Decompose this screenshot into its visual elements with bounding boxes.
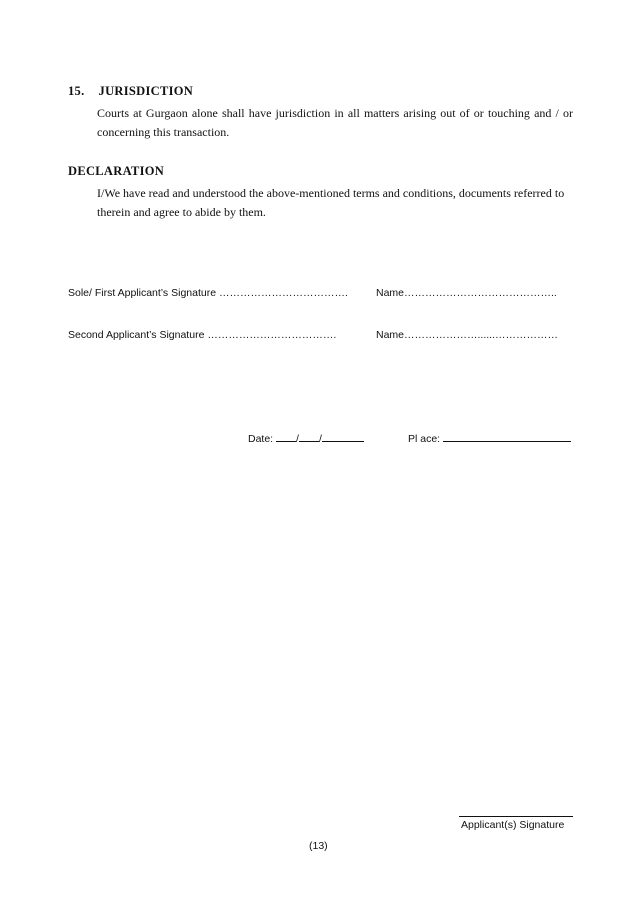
place-label: Pl ace:: [408, 433, 441, 445]
applicant-signature-caption: Applicant(s) Signature: [461, 819, 565, 831]
place-field: [408, 430, 571, 445]
declaration-heading: DECLARATION: [68, 164, 165, 178]
date-label: Date:: [248, 433, 274, 445]
date-slash-1: /: [296, 433, 299, 445]
date-month-blank: [299, 430, 319, 442]
date-year-blank: [322, 430, 364, 442]
first-applicant-name-line: Name……………………………………..: [376, 287, 557, 299]
date-day-blank: [276, 430, 296, 442]
section-title: JURISDICTION: [98, 84, 194, 98]
first-applicant-signature-line: Sole/ First Applicant’s Signature ……………………………….: [68, 287, 348, 299]
section-number: 15.: [68, 84, 85, 98]
second-applicant-signature-line: Second Applicant’s Signature ……………………………….: [68, 329, 337, 341]
jurisdiction-text: Courts at Gurgaon alone shall have jurisdiction in all matters arising out of or touching and / or concerning this transaction.: [97, 106, 573, 139]
date-field: [248, 430, 364, 445]
jurisdiction-heading: [68, 84, 193, 99]
place-blank: [443, 430, 571, 442]
page-number: (13): [309, 840, 328, 852]
applicant-signature-rule: [459, 816, 573, 817]
second-applicant-name-line: Name…………………......………………: [376, 329, 559, 341]
declaration-text: I/We have read and understood the above-mentioned terms and conditions, documents referred to therein and agree to abide by them.: [97, 186, 565, 219]
date-slash-2: /: [318, 433, 322, 445]
